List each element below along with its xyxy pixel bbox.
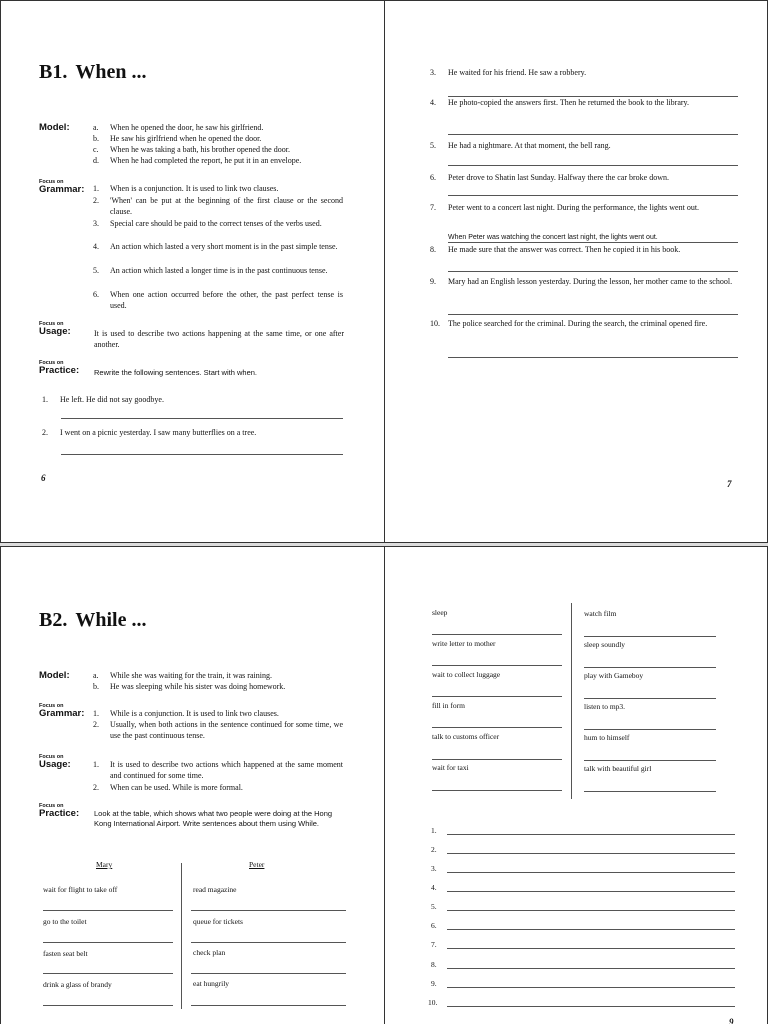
answer-line[interactable] — [43, 1005, 173, 1006]
page-8 — [0, 546, 385, 1024]
usage-label: Focus on Usage: — [39, 321, 71, 337]
answer-line[interactable] — [432, 665, 562, 666]
table-cell: sleep — [432, 608, 448, 617]
model-c: c. When he was taking a bath, his brother opened the door. — [93, 145, 290, 154]
page-number: 6 — [41, 473, 46, 483]
answer-line[interactable] — [448, 271, 738, 272]
answer-line[interactable] — [43, 910, 173, 911]
answer-line[interactable] — [61, 454, 343, 455]
practice-instruction: Look at the table, which shows what two people were doing at the Hong Kong International Airport. Write sentences about them using While. — [94, 809, 333, 828]
answer-line[interactable] — [447, 853, 735, 854]
table-cell: sleep soundly — [584, 640, 626, 649]
practice-label: Focus on Practice: — [39, 360, 80, 376]
answer-line[interactable] — [447, 948, 735, 949]
exercise-5: 5. He had a nightmare. At that moment, the bell rang. — [430, 141, 611, 150]
answer-number: 2. — [431, 845, 437, 854]
answer-line[interactable] — [447, 987, 735, 988]
answer-line[interactable] — [448, 96, 738, 97]
answer-number: 6. — [431, 921, 437, 930]
page-9 — [384, 546, 768, 1024]
answer-line[interactable] — [448, 242, 738, 243]
table-cell: wait for taxi — [432, 763, 469, 772]
page-number: 7 — [727, 479, 732, 489]
answer-line[interactable] — [447, 891, 735, 892]
grammar-4: 4. An action which lasted a very short moment is in the past simple tense. — [93, 242, 338, 251]
practice-instruction: Rewrite the following sentences. Start with when. — [94, 368, 257, 377]
answer-line[interactable] — [432, 759, 562, 760]
model-label: Model: — [39, 122, 70, 133]
usage-2: 2. When can be used. While is more formal. — [93, 783, 243, 792]
model-d: d. When he had completed the report, he put it in an envelope. — [93, 156, 302, 165]
answer-number: 10. — [428, 998, 438, 1007]
answer-line[interactable] — [448, 314, 738, 315]
page-number: 9 — [729, 1017, 734, 1024]
table-cell: eat hungrily — [193, 979, 230, 988]
exercise-10: 10. The police searched for the criminal. During the search, the criminal opened fire. — [430, 319, 708, 328]
table-cell: play with Gameboy — [584, 671, 644, 680]
answer-line[interactable] — [447, 910, 735, 911]
answer-line[interactable] — [191, 942, 346, 943]
table-divider — [181, 863, 182, 1009]
answer-line[interactable] — [448, 165, 738, 166]
exercise-1: 1. He left. He did not say goodbye. — [42, 395, 164, 404]
table-cell: go to the toilet — [43, 917, 87, 926]
answer-line[interactable] — [584, 760, 716, 761]
answer-line[interactable] — [43, 942, 173, 943]
page-6 — [0, 0, 385, 543]
table-cell: fill in form — [432, 701, 465, 710]
table-cell: wait for flight to take off — [43, 885, 118, 894]
answer-line[interactable] — [584, 667, 716, 668]
answer-line[interactable] — [191, 910, 346, 911]
grammar-6: 6. When one action occurred before the other, the past perfect tense is used. — [93, 290, 343, 310]
grammar-1: 1. While is a conjunction. It is used to link two clauses. — [93, 709, 279, 718]
answer-line[interactable] — [448, 357, 738, 358]
exercise-9: 9. Mary had an English lesson yesterday. During the lesson, her mother came to the school. — [430, 277, 733, 286]
answer-line[interactable] — [448, 134, 738, 135]
grammar-5: 5. An action which lasted a longer time is in the past continuous tense. — [93, 266, 328, 275]
answer-number: 5. — [431, 902, 437, 911]
answer-line[interactable] — [191, 973, 346, 974]
answer-number: 4. — [431, 883, 437, 892]
answer-number: 7. — [431, 940, 437, 949]
section-heading: While ... — [75, 609, 147, 631]
model-label: Model: — [39, 670, 70, 681]
grammar-label: Focus on Grammar: — [39, 703, 85, 719]
exercise-8: 8. He made sure that the answer was correct. Then he copied it in his book. — [430, 245, 681, 254]
model-b: b. He saw his girlfriend when he opened the door. — [93, 134, 262, 143]
table-cell: queue for tickets — [193, 917, 243, 926]
grammar-2: 2. Usually, when both actions in the sentence continued for some time, we use the past continuous tense. — [93, 720, 343, 740]
answer-line[interactable] — [43, 973, 173, 974]
grammar-label: Focus on Grammar: — [39, 179, 85, 195]
answer-line[interactable] — [584, 791, 716, 792]
answer-line[interactable] — [432, 790, 562, 791]
exercise-4: 4. He photo-copied the answers first. Then he returned the book to the library. — [430, 98, 690, 107]
practice-label: Focus on Practice: — [39, 803, 80, 819]
answer-line[interactable] — [432, 727, 562, 728]
answer-number: 8. — [431, 960, 437, 969]
table-cell: hum to himself — [584, 733, 630, 742]
exercise-6: 6. Peter drove to Shatin last Sunday. Halfway there the car broke down. — [430, 173, 669, 182]
table-cell: fasten seat belt — [43, 949, 88, 958]
answer-line[interactable] — [447, 968, 735, 969]
section-heading: When ... — [75, 61, 147, 83]
answer-number: 1. — [431, 826, 437, 835]
section-title — [39, 61, 146, 84]
section-title — [39, 609, 146, 632]
usage-label: Focus on Usage: — [39, 754, 71, 770]
model-b: b. He was sleeping while his sister was doing homework. — [93, 682, 286, 691]
exercise-7: 7. Peter went to a concert last night. During the performance, the lights went out. — [430, 203, 700, 212]
column-header-mary: Mary — [96, 860, 113, 869]
table-divider — [571, 603, 572, 799]
grammar-2: 2. 'When' can be put at the beginning of the first clause or the second clause. — [93, 196, 343, 216]
page-7 — [384, 0, 768, 543]
handwritten-answer: When Peter was watching the concert last night, the lights went out. — [448, 234, 658, 241]
table-cell: check plan — [193, 948, 226, 957]
model-a: a. While she was waiting for the train, it was raining. — [93, 671, 272, 680]
usage-text: It is used to describe two actions happening at the same time, or one after another. — [94, 329, 344, 349]
section-number: B2. — [39, 609, 68, 631]
table-cell: talk with beautiful girl — [584, 764, 652, 773]
answer-line[interactable] — [447, 1006, 735, 1007]
section-number: B1. — [39, 61, 68, 83]
usage-1: 1. It is used to describe two actions which happened at the same moment and continued for some time. — [93, 760, 343, 780]
answer-line[interactable] — [584, 636, 716, 637]
answer-line[interactable] — [447, 834, 735, 835]
column-header-peter: Peter — [249, 860, 265, 869]
grammar-3: 3. Special care should be paid to the correct tenses of the verbs used. — [93, 219, 322, 228]
answer-line[interactable] — [432, 634, 562, 635]
grammar-1: 1. When is a conjunction. It is used to link two clauses. — [93, 184, 279, 193]
answer-line[interactable] — [191, 1005, 346, 1006]
table-cell: watch film — [584, 609, 617, 618]
model-a: a. When he opened the door, he saw his girlfriend. — [93, 123, 264, 132]
answer-line[interactable] — [448, 195, 738, 196]
table-cell: listen to mp3. — [584, 702, 626, 711]
exercise-3: 3. He waited for his friend. He saw a robbery. — [430, 68, 587, 77]
answer-line[interactable] — [447, 929, 735, 930]
answer-line[interactable] — [584, 698, 716, 699]
exercise-2: 2. I went on a picnic yesterday. I saw many butterflies on a tree. — [42, 428, 257, 437]
table-cell: write letter to mother — [432, 639, 496, 648]
answer-line[interactable] — [447, 872, 735, 873]
table-cell: read magazine — [193, 885, 237, 894]
table-cell: wait to collect luggage — [432, 670, 501, 679]
answer-number: 3. — [431, 864, 437, 873]
answer-line[interactable] — [584, 729, 716, 730]
answer-number: 9. — [431, 979, 437, 988]
table-cell: drink a glass of brandy — [43, 980, 112, 989]
answer-line[interactable] — [61, 418, 343, 419]
table-cell: talk to customs officer — [432, 732, 500, 741]
answer-line[interactable] — [432, 696, 562, 697]
